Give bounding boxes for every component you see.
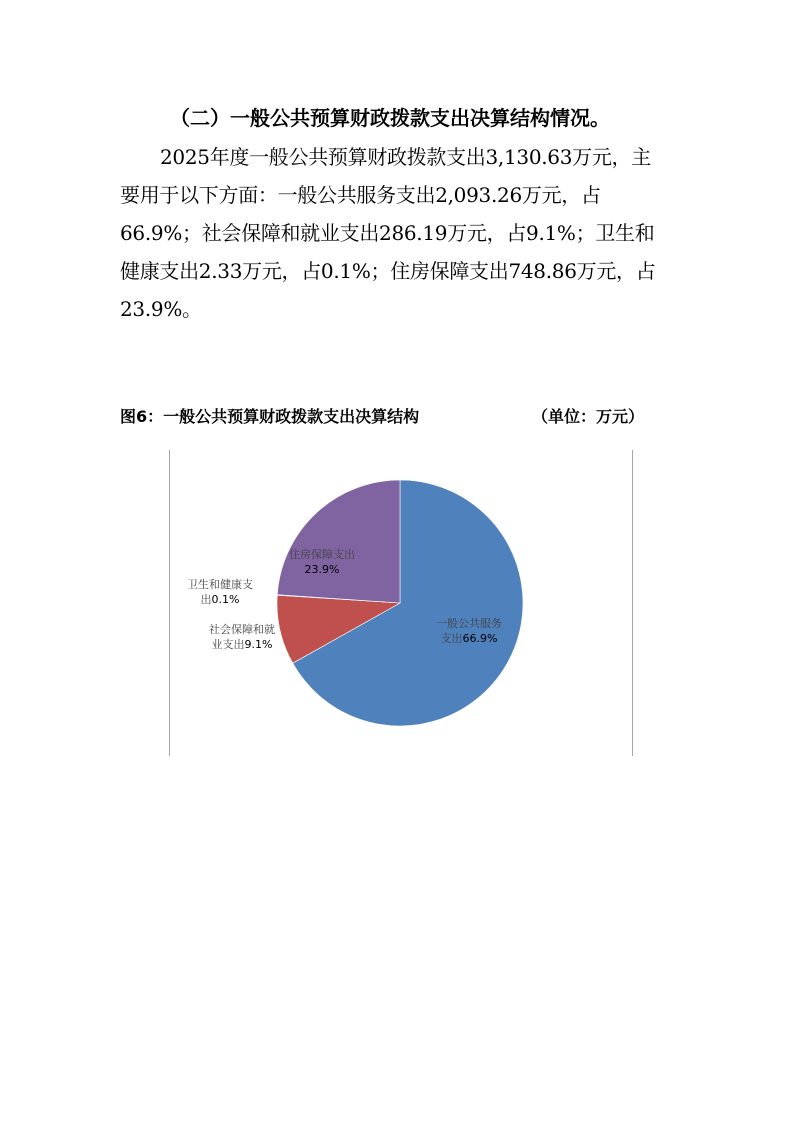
pie-chart (169, 450, 633, 756)
summary-paragraph (120, 138, 680, 328)
pie-slice-housing (277, 480, 400, 603)
paragraph-line: 66.9%；社会保障和就业支出286.19万元，占9.1%；卫生和 (120, 221, 655, 245)
slice-label-general-public-services: 一般公共服务支出66.9% (436, 617, 502, 645)
paragraph-line: 要用于以下方面：一般公共服务支出2,093.26万元，占 (120, 183, 601, 207)
figure-title-text: 图6：一般公共预算财政拨款支出决算结构 (120, 407, 420, 426)
paragraph-line: 2025年度一般公共预算财政拨款支出3,130.63万元，主 (160, 145, 651, 169)
section-heading: （二）一般公共预算财政拨款支出决算结构情况。 (170, 106, 610, 130)
paragraph-line: 健康支出2.33万元，占0.1%；住房保障支出748.86万元，占 (120, 259, 656, 283)
pie-chart-svg (169, 450, 633, 756)
paragraph-line: 23.9%。 (120, 297, 202, 321)
figure-unit: （单位：万元） (532, 407, 645, 426)
figure-title (120, 404, 650, 430)
slice-label-health: 卫生和健康支出0.1% (187, 578, 253, 606)
slice-label-social-security: 社会保障和就业支出9.1% (209, 623, 275, 651)
slice-label-housing: 住房保障支出 23.9% (289, 548, 355, 576)
